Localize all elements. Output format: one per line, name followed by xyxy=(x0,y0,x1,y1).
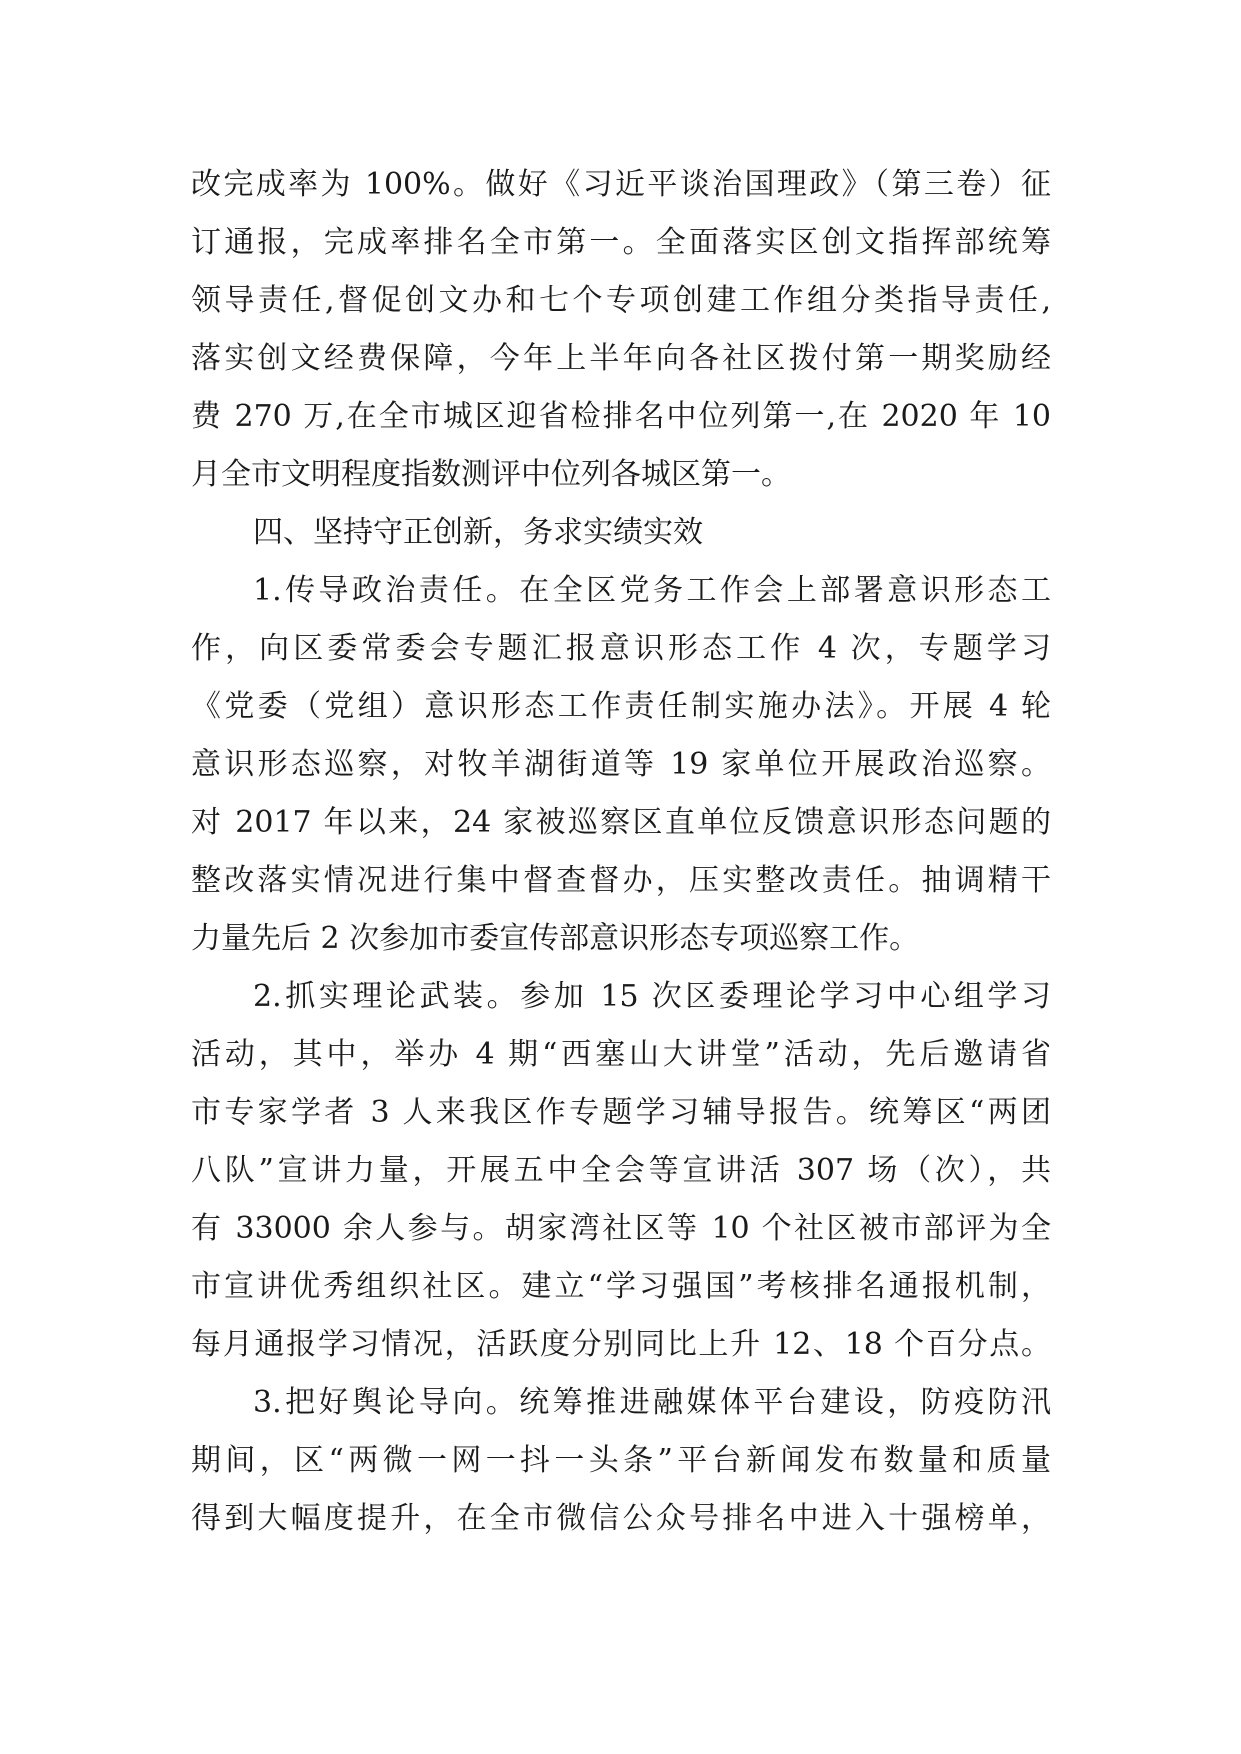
text-line: 活动，其中，举办 4 期“西塞山大讲堂”活动，先后邀请省 xyxy=(191,1037,1051,1072)
text-line: 对 2017 年以来，24 家被巡察区直单位反馈意识形态问题的 xyxy=(191,805,1051,840)
paragraph-start: 2.抓实理论武装。参加 15 次区委理论学习中心组学习 xyxy=(253,979,1051,1014)
text-line: 费 270 万,在全市城区迎省检排名中位列第一,在 2020 年 10 xyxy=(191,399,1051,434)
text-line: 月全市文明程度指数测评中位列各城区第一。 xyxy=(191,457,791,492)
text-line: 订通报，完成率排名全市第一。全面落实区创文指挥部统筹 xyxy=(191,225,1051,260)
text-line: 领导责任,督促创文办和七个专项创建工作组分类指导责任, xyxy=(191,283,1051,318)
text-line: 改完成率为 100%。做好《习近平谈治国理政》（第三卷）征 xyxy=(191,167,1051,202)
text-line: 得到大幅度提升，在全市微信公众号排名中进入十强榜单， xyxy=(191,1501,1051,1536)
document-body xyxy=(191,156,1051,1548)
text-line: 《党委（党组）意识形态工作责任制实施办法》。开展 4 轮 xyxy=(191,689,1051,724)
text-line: 期间，区“两微一网一抖一头条”平台新闻发布数量和质量 xyxy=(191,1443,1051,1478)
text-line: 八队”宣讲力量，开展五中全会等宣讲活 307 场（次），共 xyxy=(191,1153,1051,1188)
text-line: 意识形态巡察，对牧羊湖街道等 19 家单位开展政治巡察。 xyxy=(191,747,1051,782)
section-heading: 四、坚持守正创新，务求实绩实效 xyxy=(253,515,703,550)
text-line: 作，向区委常委会专题汇报意识形态工作 4 次，专题学习 xyxy=(191,631,1051,666)
text-line: 市宣讲优秀组织社区。建立“学习强国”考核排名通报机制， xyxy=(191,1269,1051,1304)
text-line: 力量先后 2 次参加市委宣传部意识形态专项巡察工作。 xyxy=(191,921,920,956)
text-line: 落实创文经费保障，今年上半年向各社区拨付第一期奖励经 xyxy=(191,341,1051,376)
text-line: 每月通报学习情况，活跃度分别同比上升 12、18 个百分点。 xyxy=(191,1327,1051,1362)
paragraph-start: 3.把好舆论导向。统筹推进融媒体平台建设，防疫防汛 xyxy=(253,1385,1051,1420)
paragraph-start: 1.传导政治责任。在全区党务工作会上部署意识形态工 xyxy=(253,573,1051,608)
text-line: 整改落实情况进行集中督查督办，压实整改责任。抽调精干 xyxy=(191,863,1051,898)
text-line: 市专家学者 3 人来我区作专题学习辅导报告。统筹区“两团 xyxy=(191,1095,1051,1130)
text-line: 有 33000 余人参与。胡家湾社区等 10 个社区被市部评为全 xyxy=(191,1211,1051,1246)
